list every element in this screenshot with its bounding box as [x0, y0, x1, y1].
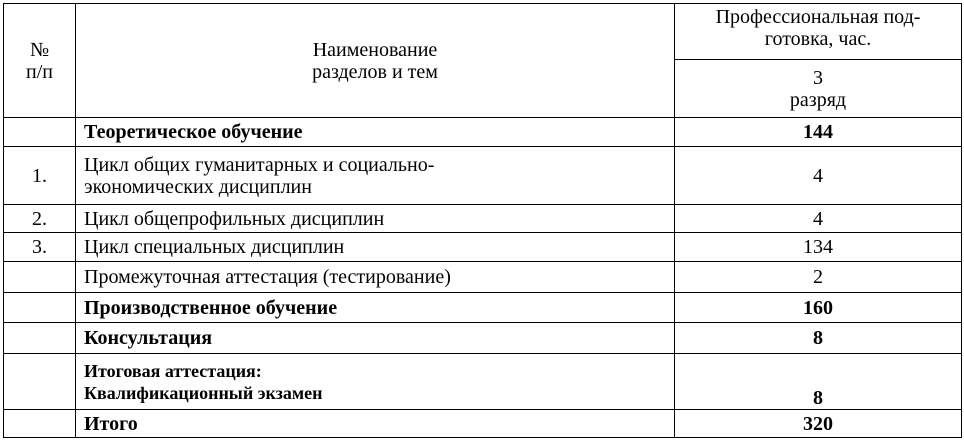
row-name: Теоретическое обучение	[76, 118, 675, 147]
table-row	[4, 233, 962, 262]
row-name: Цикл специальных дисциплин	[76, 233, 675, 262]
row-hours: 320	[675, 410, 962, 438]
row-num	[4, 323, 76, 354]
header-row	[4, 4, 962, 60]
row-num	[4, 293, 76, 323]
row-hours: 144	[675, 118, 962, 147]
row-hours: 8	[675, 323, 962, 354]
row-name-line2: Квалификационный экзамен	[84, 382, 323, 403]
row-name	[76, 354, 675, 410]
row-hours: 160	[675, 293, 962, 323]
row-num	[4, 410, 76, 438]
header-prof-line1: Профессиональная под-	[715, 6, 921, 28]
table-row	[4, 262, 962, 293]
curriculum-table	[3, 3, 962, 438]
table-row	[4, 147, 962, 205]
header-name-line2: разделов и тем	[312, 60, 438, 83]
row-num	[4, 118, 76, 147]
header-prof-line2: готовка, час.	[764, 28, 872, 50]
table-row	[4, 323, 962, 354]
row-num	[4, 354, 76, 410]
row-num: 3.	[4, 233, 76, 262]
row-name: Консультация	[76, 323, 675, 354]
header-grade-label: разряд	[789, 88, 847, 111]
header-prof-cell	[675, 4, 962, 60]
row-hours: 8	[675, 354, 962, 410]
header-num-symbol: №	[29, 38, 50, 61]
row-name: Производственное обучение	[76, 293, 675, 323]
row-num: 1.	[4, 147, 76, 205]
table-row	[4, 354, 962, 410]
table-row	[4, 410, 962, 438]
row-name-line2: экономических дисциплин	[84, 175, 312, 198]
row-name: Промежуточная аттестация (тестирование)	[76, 262, 675, 293]
row-num	[4, 262, 76, 293]
header-name-line1: Наименование	[312, 38, 438, 61]
row-hours: 4	[675, 147, 962, 205]
row-hours: 4	[675, 205, 962, 233]
header-grade-cell	[675, 60, 962, 118]
row-name-line1: Цикл общих гуманитарных и социально-	[84, 153, 435, 176]
row-name: Цикл общепрофильных дисциплин	[76, 205, 675, 233]
header-num-cell	[4, 4, 76, 118]
row-name	[76, 147, 675, 205]
table-row	[4, 293, 962, 323]
row-name: Итого	[76, 410, 675, 438]
row-hours: 2	[675, 262, 962, 293]
header-name-cell	[76, 4, 675, 118]
table-row	[4, 205, 962, 233]
row-name-line1: Итоговая аттестация:	[84, 360, 262, 381]
header-num-label: п/п	[26, 60, 53, 83]
header-grade-number: 3	[813, 66, 823, 89]
row-num: 2.	[4, 205, 76, 233]
table-row	[4, 118, 962, 147]
row-hours: 134	[675, 233, 962, 262]
